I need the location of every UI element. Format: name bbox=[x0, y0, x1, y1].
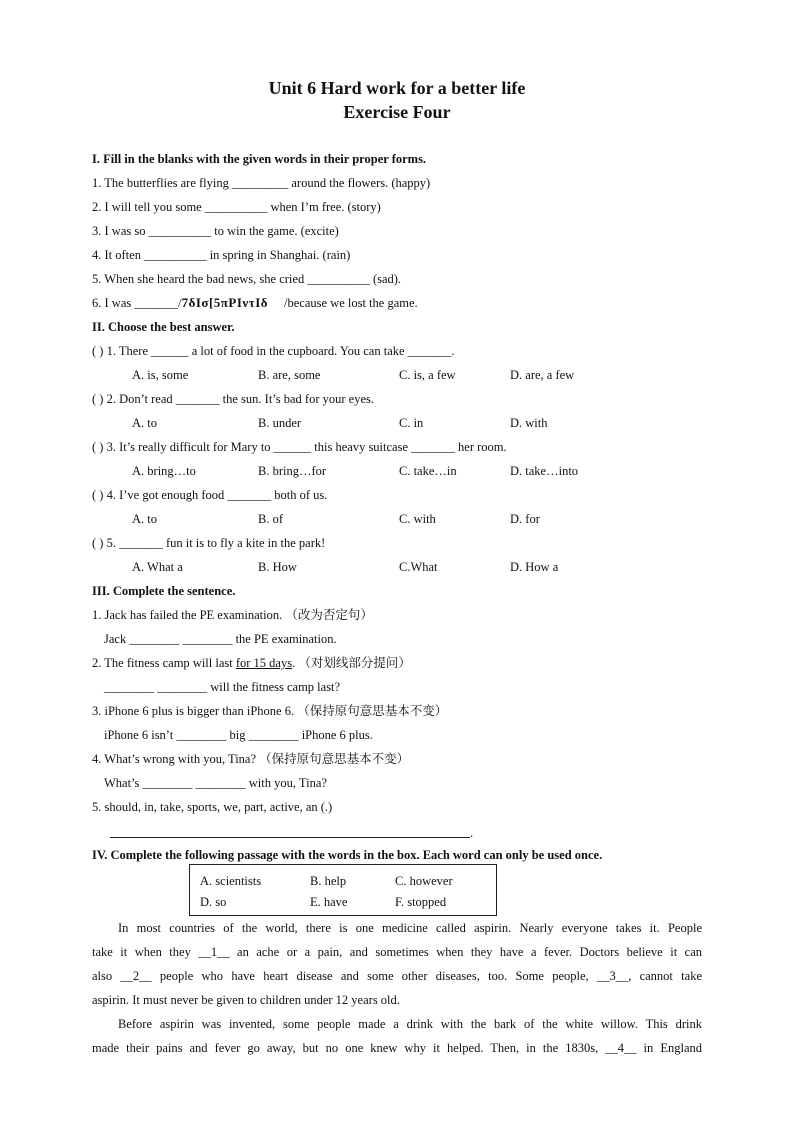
rewrite-answer-2: ________ ________ will the fitness camp last? bbox=[104, 680, 341, 694]
underlined-phrase: for 15 days bbox=[235, 656, 293, 670]
choice-option: D. for bbox=[510, 512, 540, 526]
passage-line: take it when they __1__ an ache or a pain, and sometimes when they have a fever. Doctors believe it can bbox=[92, 945, 702, 959]
rewrite-question-2-post: . （对划线部分提问） bbox=[292, 656, 411, 670]
word-box-item: F. stopped bbox=[395, 895, 447, 909]
fill-item-1: 1. The butterflies are flying _________ around the flowers. (happy) bbox=[92, 176, 431, 190]
passage-line: also __2__ people who have heart disease and some other diseases, too. Some people, __3__, cannot take bbox=[92, 969, 702, 983]
choice-option: B. of bbox=[258, 512, 283, 526]
fill-item-3: 3. I was so __________ to win the game. (excite) bbox=[92, 224, 339, 238]
choice-question-1: ( ) 1. There ______ a lot of food in the cupboard. You can take _______. bbox=[92, 344, 455, 358]
choice-option: C. is, a few bbox=[399, 368, 456, 382]
rewrite-question-3: 3. iPhone 6 plus is bigger than iPhone 6. （保持原句意思基本不变） bbox=[92, 704, 448, 718]
choice-question-3: ( ) 3. It’s really difficult for Mary to ______ this heavy suitcase _______ her room. bbox=[92, 440, 507, 454]
passage-line: Before aspirin was invented, some people made a drink with the bark of the white willow. This drink bbox=[118, 1017, 702, 1031]
choice-option: C. in bbox=[399, 416, 424, 430]
fill-item-6-end: /because we lost the game. bbox=[284, 296, 418, 310]
word-box-item: D. so bbox=[200, 895, 227, 909]
answer-line bbox=[110, 837, 470, 838]
section-4-heading: IV. Complete the following passage with the words in the box. Each word can only be used once. bbox=[92, 848, 603, 862]
rewrite-answer-4: What’s ________ ________ with you, Tina? bbox=[104, 776, 327, 790]
choice-option: A. is, some bbox=[132, 368, 189, 382]
word-box-item: E. have bbox=[310, 895, 348, 909]
rewrite-question-2 bbox=[92, 655, 411, 671]
fill-item-4: 4. It often __________ in spring in Shanghai. (rain) bbox=[92, 248, 351, 262]
choice-option: A. to bbox=[132, 512, 157, 526]
fill-item-5: 5. When she heard the bad news, she cried __________ (sad). bbox=[92, 272, 402, 286]
choice-option: D. are, a few bbox=[510, 368, 575, 382]
choice-question-2: ( ) 2. Don’t read _______ the sun. It’s bad for your eyes. bbox=[92, 392, 375, 406]
garbled-phonetic-text: 7δIσ[5πPIντIδ bbox=[181, 295, 269, 310]
rewrite-question-4: 4. What’s wrong with you, Tina? （保持原句意思基本不变） bbox=[92, 752, 410, 766]
rewrite-answer-3: iPhone 6 isn’t ________ big ________ iPhone 6 plus. bbox=[104, 728, 373, 742]
section-3-heading: III. Complete the sentence. bbox=[92, 584, 236, 598]
word-box-item: B. help bbox=[310, 874, 347, 888]
word-box-item: C. however bbox=[395, 874, 453, 888]
fill-item-6-start: 6. I was _______/ bbox=[92, 296, 182, 310]
fill-item-2: 2. I will tell you some __________ when I’m free. (story) bbox=[92, 200, 381, 214]
section-2-heading: II. Choose the best answer. bbox=[92, 320, 235, 334]
choice-question-5: ( ) 5. _______ fun it is to fly a kite in the park! bbox=[92, 536, 326, 550]
page-title: Unit 6 Hard work for a better life bbox=[268, 78, 526, 98]
choice-option: A. bring…to bbox=[132, 464, 196, 478]
choice-option: C.What bbox=[399, 560, 438, 574]
rewrite-question-1: 1. Jack has failed the PE examination. （改为否定句） bbox=[92, 608, 373, 622]
choice-option: A. What a bbox=[132, 560, 183, 574]
answer-line-period: . bbox=[470, 826, 474, 840]
choice-question-4: ( ) 4. I’ve got enough food _______ both of us. bbox=[92, 488, 328, 502]
section-1-heading: I. Fill in the blanks with the given words in their proper forms. bbox=[92, 152, 427, 166]
passage-paragraph-2 bbox=[92, 1012, 702, 1060]
fill-item-6 bbox=[92, 295, 418, 311]
passage-paragraph-1 bbox=[92, 916, 702, 1012]
choice-option: C. take…in bbox=[399, 464, 457, 478]
choice-option: C. with bbox=[399, 512, 436, 526]
word-box bbox=[189, 864, 497, 916]
choice-option: D. take…into bbox=[510, 464, 579, 478]
rewrite-answer-1: Jack ________ ________ the PE examination. bbox=[104, 632, 337, 646]
choice-option: B. under bbox=[258, 416, 302, 430]
rewrite-question-2-pre: 2. The fitness camp will last bbox=[92, 656, 236, 670]
rewrite-question-5: 5. should, in, take, sports, we, part, active, an (.) bbox=[92, 800, 333, 814]
choice-option: A. to bbox=[132, 416, 157, 430]
choice-option: D. How a bbox=[510, 560, 559, 574]
choice-option: D. with bbox=[510, 416, 548, 430]
passage-line: aspirin. It must never be given to children under 12 years old. bbox=[92, 993, 400, 1007]
passage-line: made their pains and fever go away, but no one knew why it helped. Then, in the 1830s, __4__ in England bbox=[92, 1041, 702, 1055]
choice-option: B. are, some bbox=[258, 368, 321, 382]
choice-option: B. bring…for bbox=[258, 464, 327, 478]
page-subtitle: Exercise Four bbox=[343, 102, 451, 122]
word-box-item: A. scientists bbox=[200, 874, 262, 888]
passage-line: In most countries of the world, there is one medicine called aspirin. Nearly everyone takes it. People bbox=[118, 921, 702, 935]
choice-option: B. How bbox=[258, 560, 297, 574]
